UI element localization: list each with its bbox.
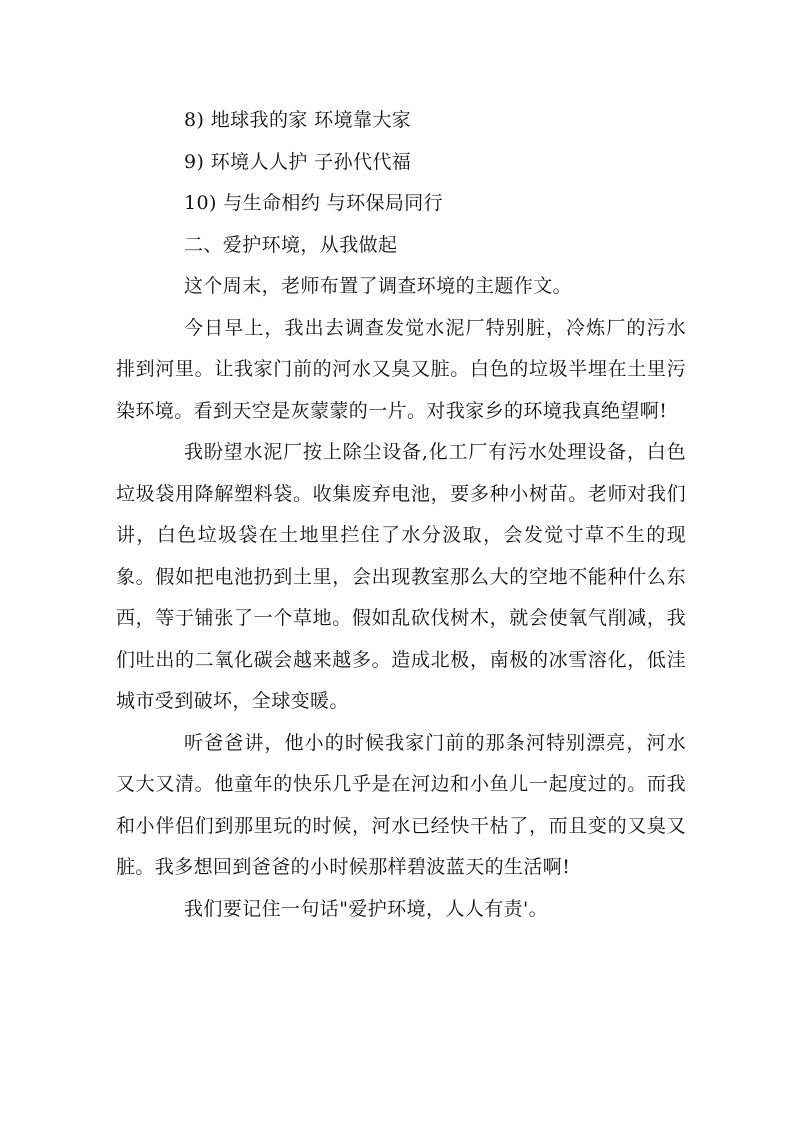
intro-sentence: 这个周末，老师布置了调查环境的主题作文。 bbox=[184, 275, 573, 297]
body-paragraph: 我盼望水泥厂按上除尘设备,化工厂有污水处理设备，白色垃圾袋用降解塑料袋。收集废弃电池，要多种小树苗。老师对我们讲，白色垃圾袋在土地里拦住了水分汲取，会发觉寸草不生的现象。假如把电池扔到土里，会出现教室那么大的空地不能种什么东西，等于铺张了一个草地。假如乱砍伐树木，就会使氧气削减，我们吐出的二氧化碳会越来越多。造成北极，南极的冰雪溶化，低洼城市受到破坏，全球变暖。 bbox=[116, 441, 686, 712]
body-paragraph: 听爸爸讲，他小的时候我家门前的那条河特别漂亮，河水又大又清。他童年的快乐几乎是在河边和小鱼儿一起度过的。而我和小伴侣们到那里玩的时候，河水已经快干枯了，而且变的又臭又脏。我多想回到爸爸的小时候那样碧波蓝天的生活啊! bbox=[116, 731, 686, 878]
closing-sentence: 我们要记住一句话"爱护环境，人人有责'。 bbox=[184, 897, 548, 920]
section-heading: 二、爱护环境，从我做起 bbox=[184, 233, 398, 256]
list-item: 10) 与生命相约 与环保局同行 bbox=[184, 192, 444, 214]
body-paragraph: 今日早上，我出去调查发觉水泥厂特别脏，冷炼厂的污水排到河里。让我家门前的河水又臭又脏。白色的垃圾半埋在土里污染环境。看到天空是灰蒙蒙的一片。对我家乡的环境我真绝望啊! bbox=[116, 316, 686, 422]
list-item: 9) 环境人人护 子孙代代福 bbox=[184, 150, 412, 173]
list-item: 8) 地球我的家 环境靠大家 bbox=[184, 109, 412, 131]
document-body bbox=[116, 100, 686, 930]
